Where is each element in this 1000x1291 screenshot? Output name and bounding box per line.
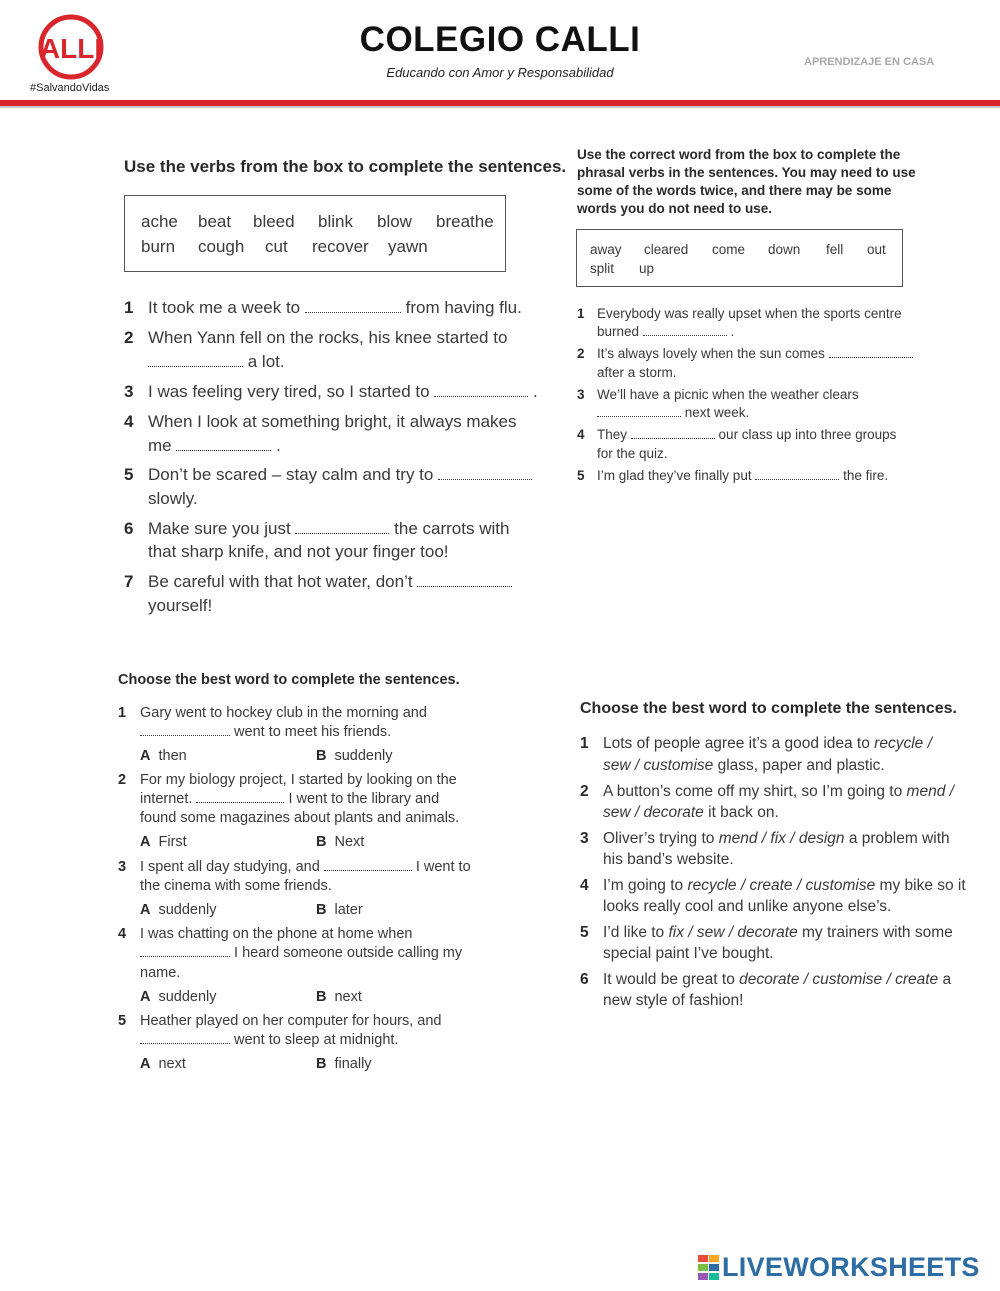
option-label: next [158,1056,186,1072]
sentence-text: I spent all day studying, and [140,859,320,875]
sentence-text: I’m glad they’ve finally put [597,468,752,483]
list-item [148,382,538,402]
exercise-instruction: Choose the best word to complete the sentences. [118,672,460,688]
item-number: 1 [580,735,589,752]
word-box-item: cut [265,237,288,256]
instruction-line: phrasal verbs in the sentences. You may need to use [577,165,916,180]
option-label: Next [334,834,365,850]
sentence-text: internet. [140,791,193,807]
sentence-text: from having flu. [405,298,522,317]
sentence-text: our class up into three groups [718,427,897,442]
sentence-text: . [533,382,538,401]
sentence-text: the cinema with some friends. [140,878,332,894]
sentence-text: name. [140,965,181,981]
item-number: 3 [124,382,134,401]
list-item [603,735,932,753]
sentence-text: Gary went to hockey club in the morning and [140,705,427,721]
sentence-text: burned [597,324,640,339]
answer-blank[interactable] [305,312,401,313]
item-number: 3 [580,830,589,847]
list-item [603,757,885,775]
answer-blank[interactable] [148,366,243,367]
item-number: 5 [577,468,585,483]
answer-blank[interactable] [295,533,389,534]
item-number: 1 [118,705,127,721]
sentence-text: that sharp knife, and not your finger too! [148,542,449,561]
option-label: suddenly [334,748,393,764]
sentence-text: went to meet his friends. [234,724,392,740]
school-motto: Educando con Amor y Responsabilidad [386,65,614,80]
word-box-item: blink [318,212,353,231]
item-number: 4 [580,877,589,894]
word-box-item: down [768,242,801,257]
list-item [603,877,966,895]
list-item [140,724,391,740]
answer-blank[interactable] [140,956,230,957]
option-a[interactable]: A First [140,834,187,850]
sentence-text: They [597,427,628,442]
answer-blank[interactable] [417,586,512,587]
sentence-text: went to sleep at midnight. [234,1032,399,1048]
item-number: 7 [124,572,134,591]
word-choice[interactable]: recycle / create / customise [687,877,876,894]
word-box-item: breathe [436,212,494,231]
list-item [597,427,896,442]
sentence-text: my trainers with some [797,924,953,941]
sentence-text: . [276,436,281,455]
word-choice[interactable]: sew / decorate [603,804,704,821]
option-label: next [334,989,362,1005]
sentence-text: the carrots with [394,519,510,538]
sentence-text: it back on. [703,804,779,821]
word-box-item: bleed [253,212,295,231]
item-number: 2 [580,783,589,800]
word-box-item: away [590,242,622,257]
option-b[interactable]: B Next [316,834,365,850]
word-box-item: beat [198,212,232,231]
hashtag: #SalvandoVidas [30,82,110,94]
logo-letters: ALLI [39,33,103,64]
sentence-text: looks really cool and unlike anyone else’s. [603,898,892,915]
option-b[interactable]: B finally [316,1056,372,1072]
word-box-item: yawn [388,237,428,256]
sentence-text: For my biology project, I started by looking on the [140,772,457,788]
option-label: finally [334,1056,372,1072]
option-b[interactable]: B later [316,902,363,918]
word-box-item: up [639,261,655,276]
list-item [148,352,285,372]
list-item [148,298,522,318]
sentence-text: I heard someone outside calling my [234,945,463,961]
option-label: then [158,748,187,764]
sentence-text: yourself! [148,596,213,615]
sentence-text: me [148,436,172,455]
word-box-item: cough [198,237,245,256]
list-item [597,405,749,420]
word-box [124,195,506,272]
list-item [140,859,471,875]
sentence-text: I’m going to [603,877,688,894]
item-number: 6 [124,519,134,538]
exercise-instruction: Choose the best word to complete the sentences. [580,700,957,717]
sentence-text: I was chatting on the phone at home when [140,926,413,942]
option-b[interactable]: B next [316,989,362,1005]
answer-blank[interactable] [176,450,271,451]
sentence-text: I’d like to [603,924,669,941]
list-item [148,572,512,592]
sentence-text: found some magazines about plants and animals. [140,810,460,826]
word-choice[interactable]: mend / fix / design [718,830,845,847]
sentence-text: It would be great to [603,971,740,988]
list-item [597,324,734,339]
list-item [603,971,951,989]
exercise-instruction [577,146,916,218]
sentence-text: my bike so it [875,877,966,894]
home-learning-label: APRENDIZAJE EN CASA [804,56,935,68]
item-number: 6 [580,971,589,988]
sentence-text: Be careful with that hot water, don’t [148,572,413,591]
liveworksheets-logo-icon [698,1255,720,1286]
list-item [597,468,888,483]
sentence-text: Oliver’s trying to [603,830,719,847]
list-item [603,783,954,801]
answer-blank[interactable] [196,802,284,803]
item-number: 4 [577,427,585,442]
item-number: 3 [577,387,585,402]
liveworksheets-brand: LIVEWORKSHEETS [722,1252,980,1282]
item-number: 1 [124,298,134,317]
word-choice[interactable]: fix / sew / decorate [668,924,798,941]
item-number: 5 [118,1013,127,1029]
word-box-item: out [867,242,886,257]
sentence-text: next week. [684,405,750,420]
sentence-text: the fire. [843,468,889,483]
option-a[interactable]: A suddenly [140,902,217,918]
sentence-text: Heather played on her computer for hours, and [140,1013,442,1029]
list-item [140,945,462,961]
sentence-text: a [938,971,952,988]
sentence-text: after a storm. [597,365,677,380]
word-box-item: ache [141,212,178,231]
word-box-item: split [590,261,615,276]
page-title: COLEGIO CALLI [359,20,641,59]
answer-blank[interactable] [643,335,727,336]
sentence-text: for the quiz. [597,446,668,461]
word-box-item: blow [377,212,412,231]
option-label: later [334,902,363,918]
list-item [140,1032,398,1048]
sentence-text: Make sure you just [148,519,291,538]
instruction-line: some of the words twice, and there may be some [577,183,892,198]
list-item [603,924,953,942]
answer-blank[interactable] [597,416,681,417]
sentence-text: Lots of people agree it’s a good idea to [603,735,875,752]
list-item [597,346,913,361]
word-box-item: fell [826,242,844,257]
answer-blank[interactable] [438,479,532,480]
sentence-text: I went to [415,859,471,875]
item-number: 2 [124,328,134,347]
word-choice[interactable]: decorate / customise / create [739,971,939,988]
sentence-text: a lot. [247,352,285,371]
word-box-item: come [712,242,746,257]
item-number: 4 [118,926,127,942]
sentence-text: When Yann fell on the rocks, his knee started to [148,328,508,347]
sentence-text: a problem with [844,830,950,847]
word-box-item: cleared [644,242,689,257]
sentence-text: I was feeling very tired, so I started to [148,382,430,401]
answer-blank[interactable] [755,479,839,480]
option-b[interactable]: B suddenly [316,748,393,764]
sentence-text: Don’t be scared – stay calm and try to [148,465,434,484]
instruction-line: words you do not need to use. [577,201,773,216]
list-item [148,465,532,485]
item-number: 5 [580,924,589,941]
item-number: 2 [577,346,585,361]
option-a[interactable]: A suddenly [140,989,217,1005]
sentence-text: his band’s website. [603,851,734,868]
sentence-text: new style of fashion! [603,992,744,1009]
option-label: First [158,834,187,850]
sentence-text: . [730,324,735,339]
list-item [148,519,509,539]
answer-blank[interactable] [140,1043,230,1044]
sentence-text: It’s always lovely when the sun comes [597,346,825,361]
sentence-text: Everybody was really upset when the sports centre [597,306,902,321]
sentence-text: glass, paper and plastic. [713,757,885,774]
item-number: 2 [118,772,127,788]
word-choice[interactable]: sew / customise [603,757,714,774]
item-number: 4 [124,412,134,431]
answer-blank[interactable] [631,438,715,439]
list-item [148,436,281,456]
word-choice[interactable]: mend / [906,783,954,800]
word-box-item: burn [141,237,176,256]
answer-blank[interactable] [829,357,913,358]
option-a[interactable]: A next [140,1056,186,1072]
sentence-text: We’ll have a picnic when the weather clears [597,387,859,402]
answer-blank[interactable] [434,396,528,397]
sentence-text: slowly. [148,489,198,508]
item-number: 3 [118,859,127,875]
list-item [603,804,779,822]
item-number: 1 [577,306,585,321]
list-item [603,830,950,848]
item-number: 5 [124,465,134,484]
list-item [140,791,439,807]
answer-blank[interactable] [140,735,230,736]
word-box [576,229,903,287]
exercise-instruction: Use the verbs from the box to complete the sentences. [124,157,567,176]
sentence-text: I went to the library and [288,791,440,807]
sentence-text: When I look at something bright, it always makes [148,412,517,431]
sentence-text: special paint I’ve bought. [603,945,774,962]
option-label: suddenly [158,989,217,1005]
sentence-text: A button’s come off my shirt, so I’m going to [603,783,907,800]
header-divider-shadow [0,106,1000,108]
instruction-line: Use the correct word from the box to complete the [577,147,901,162]
option-a[interactable]: A then [140,748,187,764]
option-label: suddenly [158,902,217,918]
word-box-item: recover [312,237,369,256]
sentence-text: It took me a week to [148,298,301,317]
word-choice[interactable]: recycle / [874,735,932,752]
answer-blank[interactable] [324,870,412,871]
